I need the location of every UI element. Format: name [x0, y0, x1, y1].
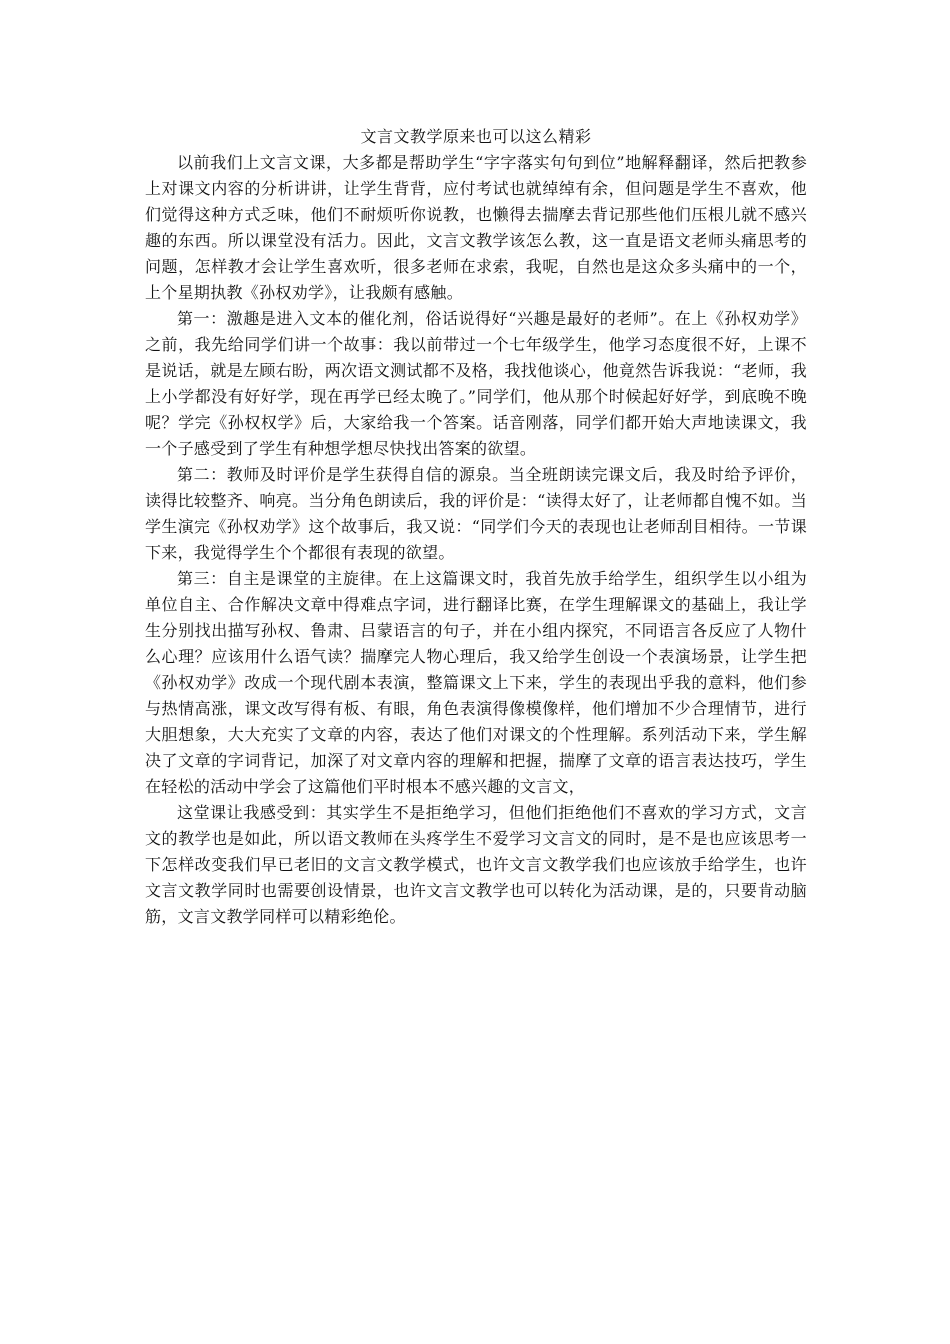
document-body [145, 124, 807, 930]
paragraph-point-one: 第一：激趣是进入文本的催化剂，俗话说得好“兴趣是最好的老师”。在上《孙权劝学》之前，我先给同学们讲一个故事：我以前带过一个七年级学生，他学习态度很不好，上课不是说话，就是左顾右盼，两次语文测试都不及格，我找他谈心，他竟然告诉我说：“老师，我上小学都没有好好学，现在再学已经太晚了。”同学们，他从那个时候起好好学，到底晚不晚呢？学完《孙权权学》后，大家给我一个答案。话音刚落，同学们都开始大声地读课文，我一个子感受到了学生有种想学想尽快找出答案的欲望。 [145, 309, 807, 458]
paragraph-conclusion: 这堂课让我感受到：其实学生不是拒绝学习，但他们拒绝他们不喜欢的学习方式，文言文的教学也是如此，所以语文教师在头疼学生不爱学习文言文的同时，是不是也应该思考一下怎样改变我们早已老旧的文言文教学模式，也许文言文教学我们也应该放手给学生，也许文言文教学同时也需要创设情景，也许文言文教学也可以转化为活动课，是的，只要肯动脑筋，文言文教学同样可以精彩绝伦。 [145, 803, 807, 926]
paragraph-point-two: 第二：教师及时评价是学生获得自信的源泉。当全班朗读完课文后，我及时给予评价，读得比较整齐、响亮。当分角色朗读后，我的评价是：“读得太好了，让老师都自愧不如。当学生演完《孙权劝学》这个故事后，我又说：“同学们今天的表现也让老师刮目相待。一节课下来，我觉得学生个个都很有表现的欲望。 [145, 465, 807, 562]
paragraph-point-three: 第三：自主是课堂的主旋律。在上这篇课文时，我首先放手给学生，组织学生以小组为单位自主、合作解决文章中得难点字词，进行翻译比赛，在学生理解课文的基础上，我让学生分别找出描写孙权、鲁肃、吕蒙语言的句子，并在小组内探究，不同语言各反应了人物什么心理？应该用什么语气读？揣摩完人物心理后，我又给学生创设一个表演场景，让学生把《孙权劝学》改成一个现代剧本表演，整篇课文上下来，学生的表现出乎我的意料，他们参与热情高涨，课文改写得有板、有眼，角色表演得像模像样，他们增加不少合理情节，进行大胆想象，大大充实了文章的内容，表达了他们对课文的个性理解。系列活动下来，学生解决了文章的字词背记，加深了对文章内容的理解和把握，揣摩了文章的语言表达技巧，学生在轻松的活动中学会了这篇他们平时根本不感兴趣的文言文， [145, 569, 807, 796]
paragraph-intro: 以前我们上文言文课，大多都是帮助学生“字字落实句句到位”地解释翻译，然后把教参上对课文内容的分析讲讲，让学生背背，应付考试也就绰绰有余，但问题是学生不喜欢，他们觉得这种方式乏味，他们不耐烦听你说教，也懒得去揣摩去背记那些他们压根儿就不感兴趣的东西。所以课堂没有活力。因此，文言文教学该怎么教，这一直是语文老师头痛思考的问题，怎样教才会让学生喜欢听，很多老师在求索，我呢，自然也是这众多头痛中的一个，上个星期执教《孙权劝学》，让我颇有感触。 [145, 153, 807, 302]
document-title: 文言文教学原来也可以这么精彩 [360, 127, 592, 146]
